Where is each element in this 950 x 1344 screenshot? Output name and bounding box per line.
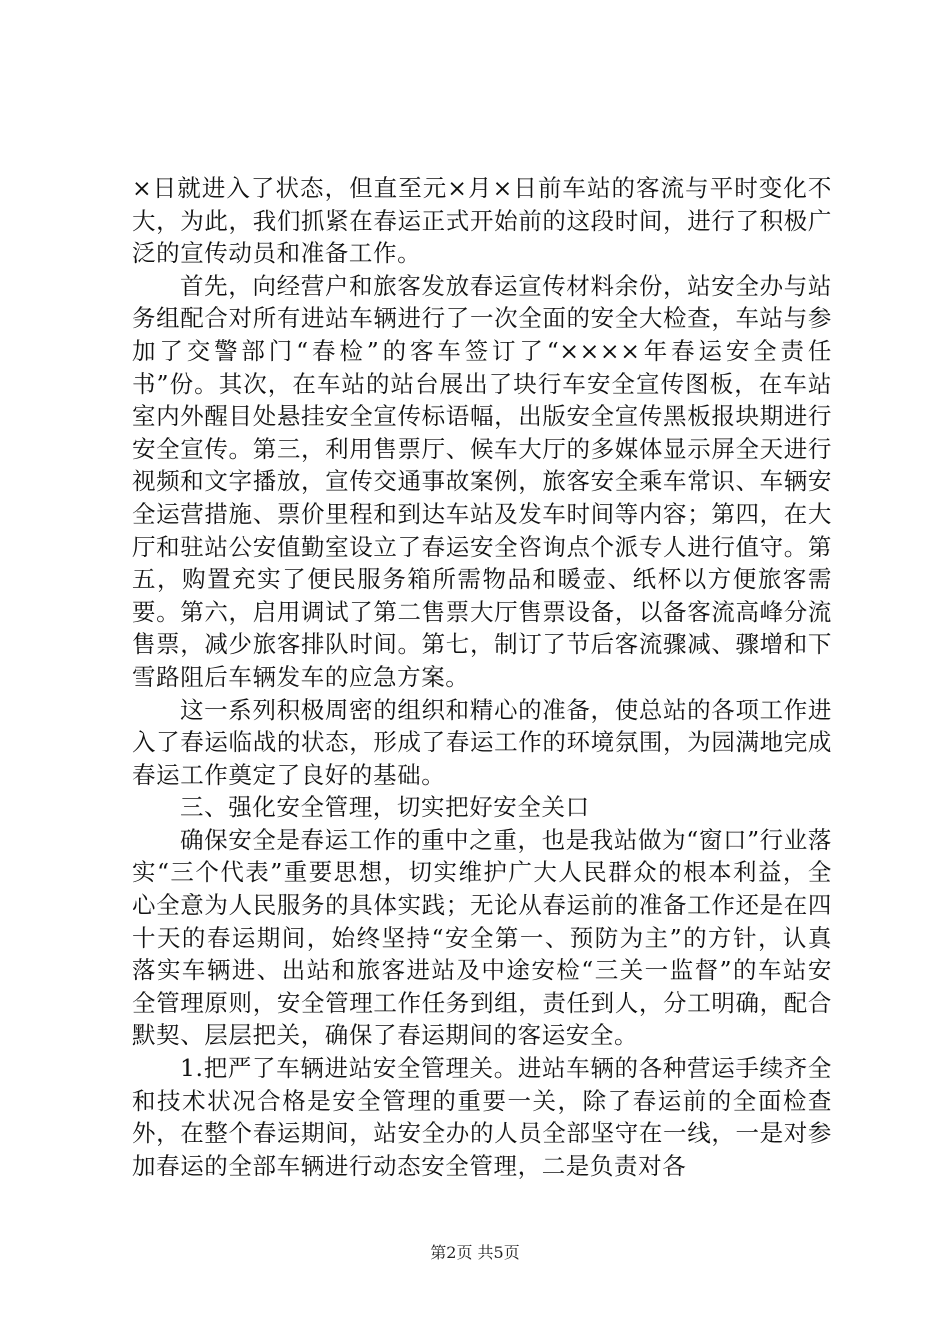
paragraph-4: 确保安全是春运工作的重中之重，也是我站做为“窗口”行业落实“三个代表”重要思想，切实维护广大人民群众的根本利益，全心全意为人民服务的具体实践；无论从春运前的准备工作还是在四十天的春运期间，始终坚持“安全第一、预防为主”的方针，认真落实车辆进、出站和旅客进站及中途安检“三关一监督”的车站安全管理原则，安全管理工作任务到组，责任到人，分工明确，配合默契、层层把关，确保了春运期间的客运安全。 — [132, 825, 832, 1050]
paragraph-2: 首先，向经营户和旅客发放春运宣传材料余份，站安全办与站务组配合对所有进站车辆进行了一次全面的安全大检查，车站与参加了交警部门“春检”的客车签订了“××××年春运安全责任书”份。其次，在车站的站台展出了块行车安全宣传图板，在车站室内外醒目处悬挂安全宣传标语幅，出版安全宣传黑板报块期进行安全宣传。第三，利用售票厅、候车大厅的多媒体显示屏全天进行视频和文字播放，宣传交通事故案例，旅客安全乘车常识、车辆安全运营措施、票价里程和到达车站及发车时间等内容；第四，在大厅和驻站公安值勤室设立了春运安全咨询点个派专人进行值守。第五，购置充实了便民服务箱所需物品和暖壶、纸杯以方便旅客需要。第六，启用调试了第二售票大厅售票设备，以备客流高峰分流售票，减少旅客排队时间。第七，制订了节后客流骤减、骤增和下雪路阻后车辆发车的应急方案。 — [132, 271, 832, 691]
page-footer: 第2页 共5页 — [430, 1243, 520, 1262]
paragraph-3: 这一系列积极周密的组织和精心的准备，使总站的各项工作进入了春运临战的状态，形成了春运工作的环境氛围，为园满地完成春运工作奠定了良好的基础。 — [132, 695, 832, 789]
document-body — [132, 172, 832, 1182]
paragraph-5: 1.把严了车辆进站安全管理关。进站车辆的各种营运手续齐全和技术状况合格是安全管理的重要一关，除了春运前的全面检查外，在整个春运期间，站安全办的人员全部坚守在一线，一是对参加春运的全部车辆进行动态安全管理，二是负责对各 — [132, 1054, 832, 1180]
paragraph-1: ×日就进入了状态，但直至元×月×日前车站的客流与平时变化不大，为此，我们抓紧在春运正式开始前的这段时间，进行了积极广泛的宣传动员和准备工作。 — [132, 174, 832, 268]
section-heading: 三、强化安全管理，切实把好安全关口 — [180, 793, 590, 822]
